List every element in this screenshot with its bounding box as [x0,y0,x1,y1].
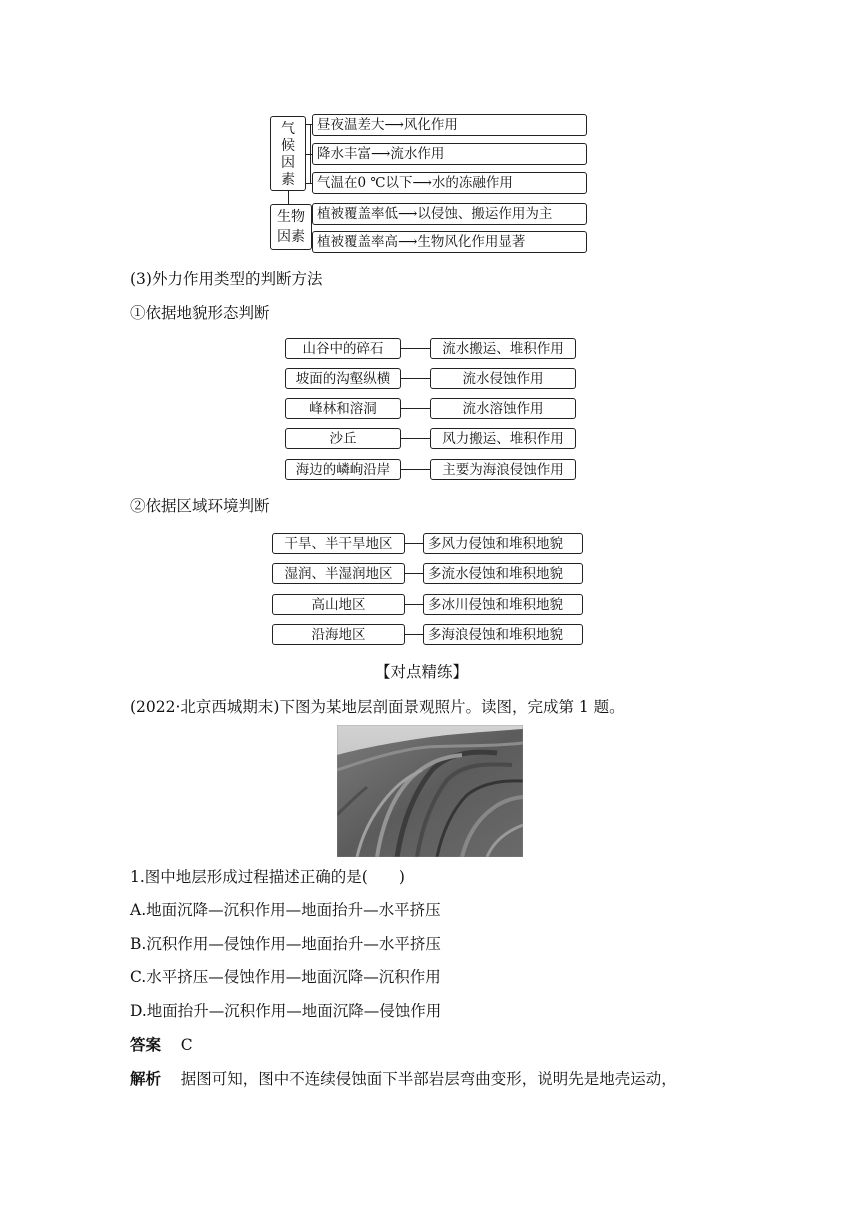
strata-photo [337,725,523,857]
bio-item: 植被覆盖率高⟶生物风化作用显著 [312,231,587,253]
option-c: C.水平挤压—侵蚀作用—地面沉降—沉积作用 [130,968,441,986]
connector [288,191,289,205]
option-b: B.沉积作用—侵蚀作用—地面抬升—水平挤压 [130,935,441,953]
climate-item: 气温在0 ℃以下⟶水的冻融作用 [312,172,587,194]
climate-item: 昼夜温差大⟶风化作用 [312,114,587,136]
climate-factor-label: 气 候 因 素 [270,116,306,191]
option-d: D.地面抬升—沉积作用—地面沉降—侵蚀作用 [130,1002,442,1020]
landform-box: 沙丘 [285,428,401,449]
landform-type-box: 多海浪侵蚀和堆积地貌 [423,624,583,645]
landform-box: 山谷中的碎石 [285,338,401,359]
process-box: 主要为海浪侵蚀作用 [430,459,576,480]
connector [405,634,423,635]
bio-factor-label: 生物 因素 [270,204,312,250]
analysis-label: 解析 [130,1069,162,1088]
process-box: 风力搬运、堆积作用 [430,428,576,449]
practice-heading: 【对点精练】 [375,663,469,681]
method-title: ②依据区域环境判断 [130,497,270,515]
method-title: ①依据地貌形态判断 [130,304,270,322]
connector [401,348,430,349]
question-stem: 1.图中地层形成过程描述正确的是( ) [130,868,405,886]
analysis-line [130,1068,677,1090]
option-a: A.地面沉降—沉积作用—地面抬升—水平挤压 [130,901,441,919]
answer-value: C [180,1036,193,1054]
question-intro: (2022·北京西城期末)下图为某地层剖面景观照片。读图，完成第 1 题。 [130,698,625,716]
section-title: (3)外力作用类型的判断方法 [130,270,323,288]
process-box: 流水溶蚀作用 [430,398,576,419]
region-box: 湿润、半湿润地区 [272,563,405,584]
connector [401,438,430,439]
landform-type-box: 多冰川侵蚀和堆积地貌 [423,594,583,615]
region-box: 干旱、半干旱地区 [272,533,405,554]
climate-item: 降水丰富⟶流水作用 [312,143,587,165]
bio-item: 植被覆盖率低⟶以侵蚀、搬运作用为主 [312,203,587,225]
connector [405,573,423,574]
landform-box: 海边的嶙峋沿岸 [285,459,401,480]
connector [401,469,430,470]
landform-type-box: 多流水侵蚀和堆积地貌 [423,563,583,584]
landform-box: 坡面的沟壑纵横 [285,368,401,389]
process-box: 流水侵蚀作用 [430,368,576,389]
answer-label: 答案 [130,1035,162,1054]
process-box: 流水搬运、堆积作用 [430,338,576,359]
region-box: 高山地区 [272,594,405,615]
connector [401,378,430,379]
landform-type-box: 多风力侵蚀和堆积地貌 [423,533,583,554]
strata-photo-image [337,725,523,857]
analysis-text: 据图可知，图中不连续侵蚀面下半部岩层弯曲变形，说明先是地壳运动， [180,1070,677,1088]
connector [405,604,423,605]
landform-box: 峰林和溶洞 [285,398,401,419]
connector [401,408,430,409]
answer-line [130,1034,193,1056]
region-box: 沿海地区 [272,624,405,645]
connector [405,543,423,544]
